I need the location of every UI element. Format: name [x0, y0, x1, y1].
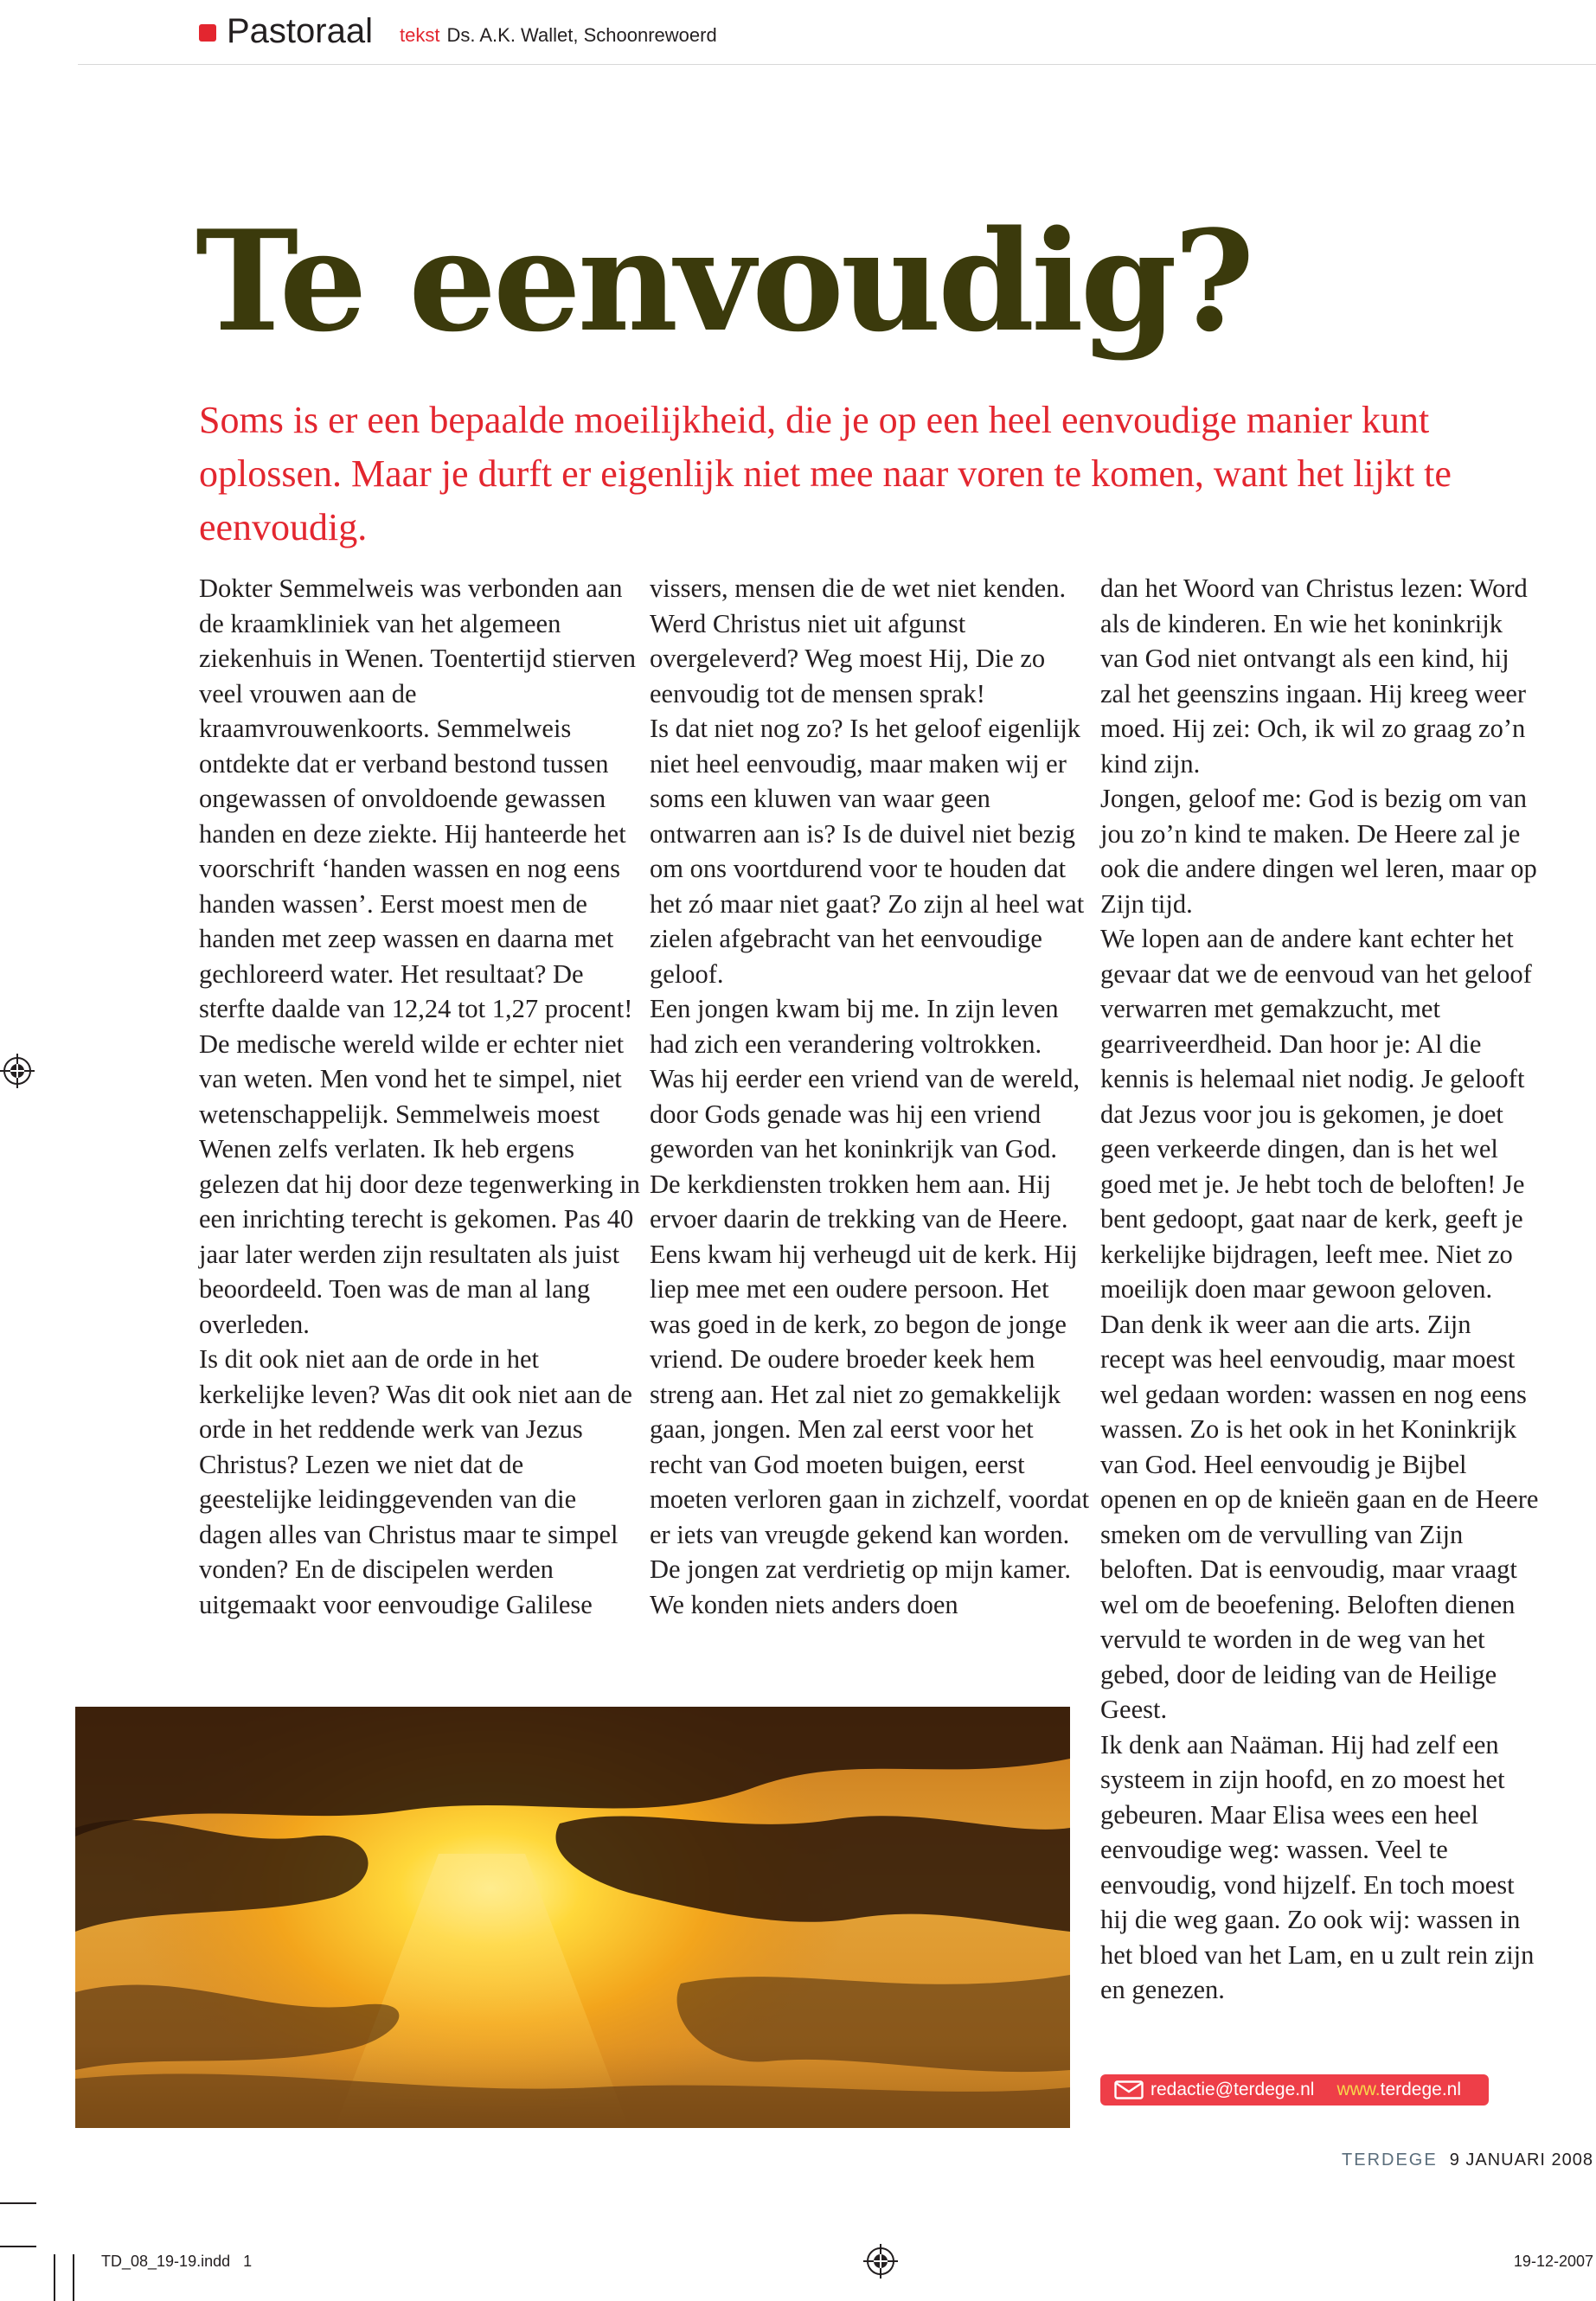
- page-footer: [1342, 2150, 1593, 2170]
- credit-label: tekst: [400, 24, 440, 46]
- paragraph: Een jongen kwam bij me. In zijn leven had zich een verandering voltrokken. Was hij eerder een vriend van de wereld, door Gods genade was hij een vriend geworden van het koninkrijk van God. De kerkdiensten trokken hem aan. Hij ervoer daarin de trekking van de Heere. Eens kwam hij verheugd uit de kerk. Hij liep mee met een oudere persoon. Het was goed in de kerk, zo begon de jonge vriend. De oudere broeder keek hem streng aan. Het zal niet zo gemakkelijk gaan, jongen. Men zal eerst voor het recht van God moeten buigen, eerst moeten verloren gaan in zichzelf, voordat er iets van vreugde gekend kan worden. De jongen zat verdrietig op mijn kamer. We konden niets anders doen: [650, 994, 1090, 1619]
- registration-mark-icon: [0, 1054, 35, 1088]
- crop-mark: [54, 2254, 55, 2301]
- crop-mark: [0, 2202, 36, 2204]
- paragraph: De medische wereld wilde er echter niet van weten. Men vond het te simpel, niet wetenschappelijk. Semmelweis moest Wenen zelfs verlaten. Ik heb ergens gelezen dat hij door deze tegenwerking in een inrichting terecht is gekomen. Pas 40 jaar later werden zijn resultaten als juist beoordeeld. Toen was de man al lang overleden.: [199, 1029, 640, 1339]
- email-link[interactable]: redactie@terdege.nl: [1151, 2080, 1315, 2099]
- magazine-name: TERDEGE: [1342, 2150, 1438, 2170]
- issue-date: 9 JANUARI 2008: [1449, 2150, 1593, 2170]
- crop-mark: [0, 2246, 36, 2247]
- website-prefix: www.: [1336, 2080, 1381, 2099]
- body-column-3: [1100, 571, 1542, 2008]
- paragraph: Ik denk aan Naäman. Hij had zelf een systeem in zijn hoofd, en zo moest het gebeuren. Maar Elisa wees een heel eenvoudige weg: wassen. Veel te eenvoudig, vond hijzelf. En toch moest hij die weg gaan. Zo ook wij: wassen in het bloed van het Lam, en u zult rein zijn en genezen.: [1100, 1729, 1535, 2004]
- paragraph: Dan denk ik weer aan die arts. Zijn recept was heel eenvoudig, maar moest wel gedaan worden: wassen en nog eens wassen. Zo is het ook in het Koninkrijk van God. Heel eenvoudig je Bijbel openen en op de knieën gaan en de Heere smeken om de vervulling van Zijn beloften. Dat is eenvoudig, maar vraagt wel om de beoefening. Beloften dienen vervuld te worden in de weg van het gebed, door de leiding van de Heilige Geest.: [1100, 1309, 1539, 1724]
- website-link[interactable]: [1336, 2080, 1461, 2100]
- header-divider: [78, 64, 1596, 65]
- author-credit: [400, 21, 717, 50]
- article-intro: Soms is er een bepaalde moeilijkheid, die je op een heel eenvoudige manier kunt oplossen. Maar je durft er eigenlijk niet mee naar voren te komen, want het lijkt te eenvoudig.: [199, 399, 1452, 548]
- paragraph: vissers, mensen die de wet niet kenden. Werd Christus niet uit afgunst overgeleverd? Weg moest Hij, Die zo eenvoudig tot de mensen sprak!: [650, 574, 1067, 708]
- website-domain: terdege.nl: [1380, 2080, 1462, 2099]
- sunset-photo: [75, 1707, 1070, 2128]
- slug-filename: TD_08_19-19.indd 1: [101, 2253, 253, 2270]
- paragraph: dan het Woord van Christus lezen: Word als de kinderen. En wie het koninkrijk van God niet ontvangt als een kind, hij zal het geenszins ingaan. Hij kreeg weer moed. Hij zei: Och, ik wil zo graag zo’n kind zijn.: [1100, 574, 1528, 779]
- contact-bar: [1100, 2074, 1489, 2106]
- slug-date: 19-12-2007: [1513, 2253, 1593, 2270]
- body-column-1: [199, 571, 640, 1622]
- crop-mark: [73, 2254, 74, 2301]
- paragraph: Is dat niet nog zo? Is het geloof eigenlijk niet heel eenvoudig, maar maken wij er soms een kluwen van waar geen ontwarren aan is? Is de duivel niet bezig om ons voortdurend voor te houden dat het zó maar niet gaat? Zo zijn al heel wat zielen afgebracht van het eenvoudige geloof.: [650, 714, 1085, 989]
- section-marker: [199, 24, 216, 42]
- body-column-2: [650, 571, 1091, 1622]
- section-label: Pastoraal: [227, 12, 373, 50]
- article-title: Te eenvoudig?: [195, 200, 1252, 362]
- paragraph: Is dit ook niet aan de orde in het kerkelijke leven? Was dit ook niet aan de orde in het reddende werk van Jezus Christus? Lezen we niet dat de geestelijke leidinggevenden van die dagen alles van Christus maar te simpel vonden? En de discipelen werden uitgemaakt voor eenvoudige Galilese: [199, 1344, 632, 1619]
- credit-author: Ds. A.K. Wallet, Schoonrewoerd: [446, 24, 717, 46]
- envelope-icon: [1114, 2080, 1144, 2099]
- registration-mark-icon: [863, 2244, 898, 2279]
- paragraph: We lopen aan de andere kant echter het gevaar dat we de eenvoud van het geloof verwarren met gemakzucht, met gearriveerdheid. Dan hoor je: Al die kennis is helemaal niet nodig. Je gelooft dat Jezus voor jou is gekomen, je doet geen verkeerde dingen, dan is het wel goed met je. Je hebt toch de beloften! Je bent gedoopt, gaat naar de kerk, geeft je kerkelijke bijdragen, leeft mee. Niet zo moeilijk doen maar gewoon geloven.: [1100, 924, 1532, 1304]
- paragraph: Dokter Semmelweis was verbonden aan de kraamkliniek van het algemeen ziekenhuis in Wenen. Toentertijd stierven veel vrouwen aan de kraamvrouwenkoorts. Semmelweis ontdekte dat er verband bestond tussen ongewassen of onvoldoende gewassen handen en deze ziekte. Hij hanteerde het voorschrift ‘handen wassen en nog eens handen wassen’. Eerst moest men de handen met zeep wassen en daarna met gechloreerd water. Het resultaat? De sterfte daalde van 12,24 tot 1,27 procent!: [199, 574, 637, 1023]
- paragraph: Jongen, geloof me: God is bezig om van jou zo’n kind te maken. De Heere zal je ook die andere dingen wel leren, maar op Zijn tijd.: [1100, 784, 1537, 919]
